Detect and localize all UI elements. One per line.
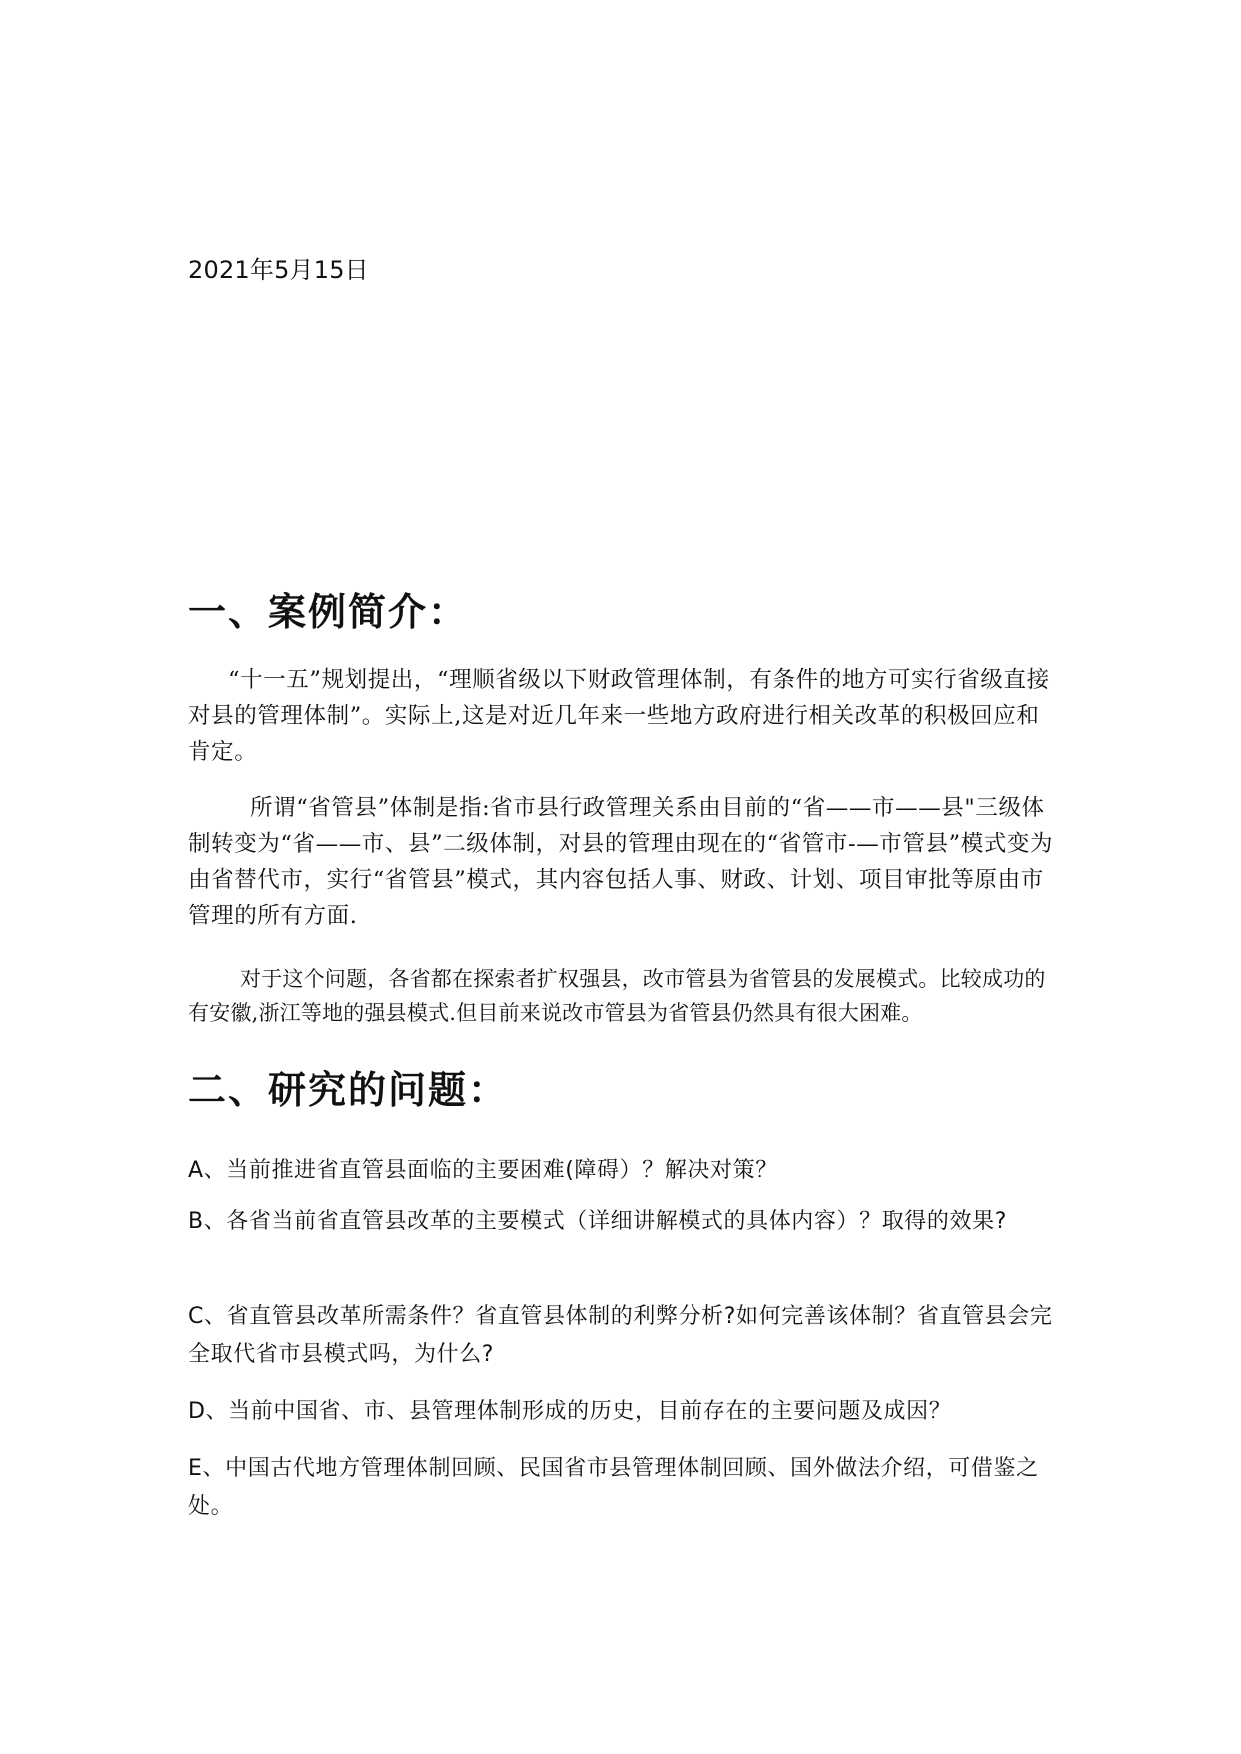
research-question-e: E、中国古代地方管理体制回顾、民国省市县管理体制回顾、国外做法介绍，可借鉴之处。 [188, 1456, 1039, 1519]
intro-paragraph-1: “十一五”规划提出，“理顺省级以下财政管理体制，有条件的地方可实行省级直接对县的管理体制”。实际上,这是对近几年来一些地方政府进行相关改革的积极回应和肯定。 [188, 667, 1050, 765]
intro-paragraph-3: 对于这个问题，各省都在探索者扩权强县，改市管县为省管县的发展模式。比较成功的有安徽,浙江等地的强县模式.但目前来说改市管县为省管县仍然具有很大困难。 [188, 967, 1046, 1025]
document-date: 2021年5月15日 [188, 256, 369, 284]
section-heading-case-intro: 一、案例简介： [188, 590, 469, 634]
research-question-a: A、当前推进省直管县面临的主要困难(障碍）？解决对策？ [188, 1158, 778, 1183]
research-question-c: C、省直管县改革所需条件？省直管县体制的利弊分析?如何完善该体制？省直管县会完全取代省市县模式吗，为什么? [188, 1304, 1053, 1367]
section-heading-research-questions: 二、研究的问题： [188, 1068, 509, 1112]
research-question-d: D、当前中国省、市、县管理体制形成的历史，目前存在的主要问题及成因？ [188, 1399, 952, 1424]
research-question-b: B、各省当前省直管县改革的主要模式（详细讲解模式的具体内容）？取得的效果? [188, 1209, 1007, 1234]
intro-paragraph-2: 所谓“省管县”体制是指:省市县行政管理关系由目前的“省——市——县"三级体制转变为“省——市、县”二级体制，对县的管理由现在的“省管市-—市管县”模式变为由省替代市，实行“省管县”模式，其内容包括人事、财政、计划、项目审批等原由市管理的所有方面. [188, 795, 1054, 929]
